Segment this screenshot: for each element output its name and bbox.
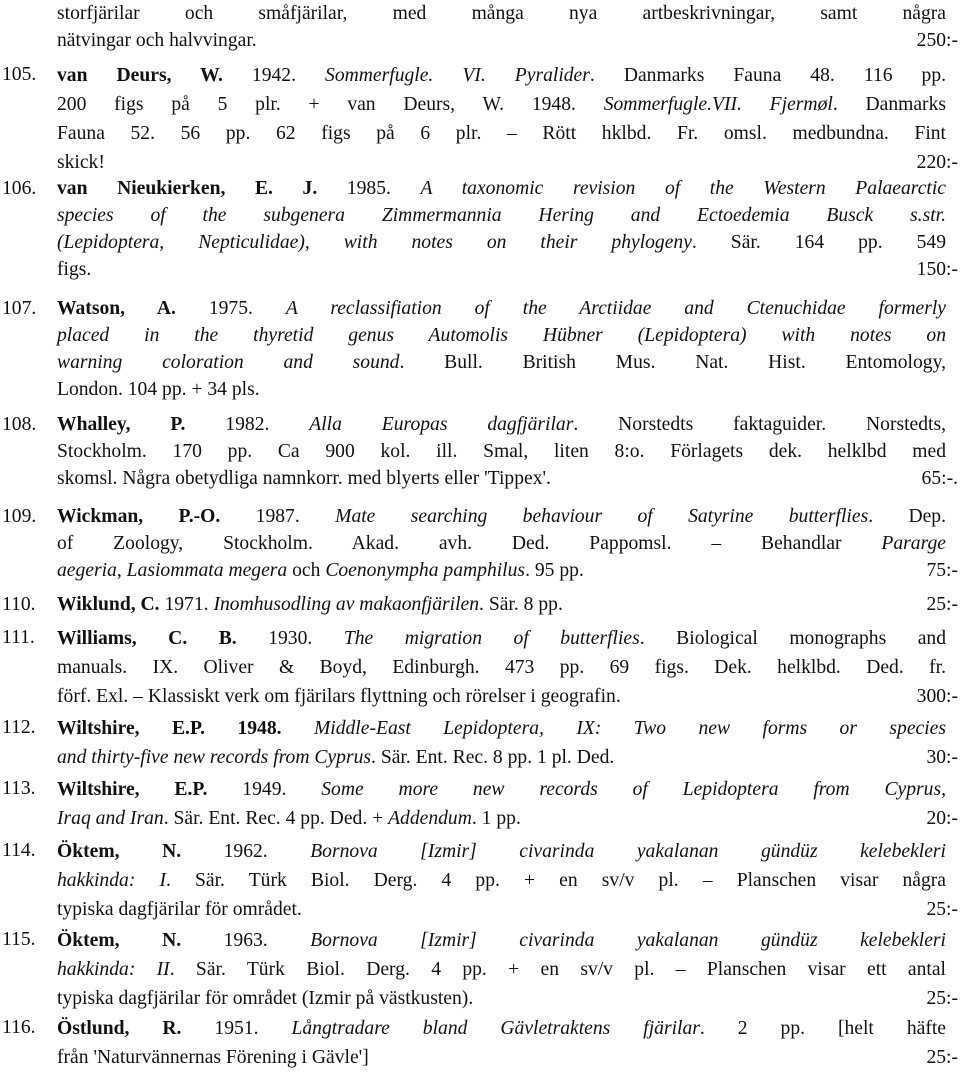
entry-text bbox=[57, 0, 946, 54]
title-text: Alla Europas dagfjärilar bbox=[309, 414, 574, 435]
detail-text: figs. bbox=[57, 259, 92, 280]
entry-line bbox=[57, 465, 946, 492]
year: 1963. bbox=[181, 930, 311, 951]
title-text: A taxonomic revision of the Western Palaearctic bbox=[420, 178, 946, 199]
title-text: Bornova [Izmir] civarinda yakalanan gündüz kelebekleri bbox=[310, 930, 947, 951]
author-name: Öktem, N. bbox=[57, 930, 182, 951]
entry-line bbox=[57, 714, 946, 743]
entry-line bbox=[57, 229, 946, 256]
title-text: Bornova [Izmir] civarinda yakalanan gündüz kelebekleri bbox=[310, 841, 947, 862]
price: 20:- bbox=[926, 808, 958, 829]
entry-line bbox=[57, 926, 946, 955]
entry-text bbox=[57, 175, 946, 283]
title-text: Coenonympha pamphilus bbox=[325, 560, 526, 581]
price: 300:- bbox=[916, 686, 958, 707]
detail-text: . Sär. Ent. Rec. 8 pp. 1 pl. Ded. bbox=[371, 747, 615, 768]
entry-number: 109. bbox=[2, 506, 37, 527]
entry-line bbox=[57, 202, 946, 229]
entry-line bbox=[57, 557, 946, 584]
title-text: Mate searching behaviour of Satyrine butterflies bbox=[335, 506, 869, 527]
detail-text: . Sär. Türk Biol. Derg. 4 pp. + en sv/v pl. – Planschen visar ett antal bbox=[169, 959, 946, 980]
entry-line bbox=[57, 90, 946, 119]
detail-text: manuals. IX. Oliver & Boyd, Edinburgh. 473 pp. 69 figs. Dek. helklbd. Ded. fr. bbox=[57, 657, 946, 678]
price: 65:-. bbox=[921, 468, 958, 489]
author-name: Williams, C. B. bbox=[57, 628, 237, 649]
detail-text: . Norstedts faktaguider. Norstedts, bbox=[573, 414, 947, 435]
year: 1982. bbox=[185, 414, 310, 435]
entry-text bbox=[57, 295, 946, 403]
entry-line bbox=[57, 955, 946, 984]
year: 1971. bbox=[159, 594, 214, 615]
entry-line bbox=[57, 376, 946, 403]
entry-number: 108. bbox=[2, 414, 37, 435]
detail-text: of Zoology, Stockholm. Akad. avh. Ded. Pappomsl. – Behandlar bbox=[57, 533, 882, 554]
title-text: Långtradare bland Gävletraktens fjärilar bbox=[291, 1018, 700, 1039]
entry-line bbox=[57, 61, 946, 90]
author-name: Wiltshire, E.P. bbox=[57, 779, 208, 800]
title-text: hakkinda: II bbox=[57, 959, 170, 980]
author-year bbox=[57, 779, 321, 800]
title-text: Pararge bbox=[881, 533, 946, 554]
author-year bbox=[57, 628, 344, 649]
entry-number: 116. bbox=[2, 1017, 36, 1038]
author-name: van Nieukierken, E. J. bbox=[57, 178, 318, 199]
entry-line bbox=[57, 775, 946, 804]
year: 1942. bbox=[222, 65, 326, 86]
entry-line bbox=[57, 438, 946, 465]
title-text: (Lepidoptera, Nepticulidae), with notes on their phylogeny bbox=[57, 232, 692, 253]
entry-text bbox=[57, 411, 946, 492]
entry-line bbox=[57, 743, 946, 772]
entry-number: 105. bbox=[2, 64, 37, 85]
entry-line bbox=[57, 503, 946, 530]
year: 1949. bbox=[207, 779, 322, 800]
entry-line bbox=[57, 866, 946, 895]
title-text: Some more new records of Lepidoptera from Cyprus, bbox=[321, 779, 946, 800]
detail-text: . Bull. British Mus. Nat. Hist. Entomology, bbox=[399, 352, 946, 373]
entry-line bbox=[57, 148, 946, 177]
entry-number: 115. bbox=[2, 929, 36, 950]
catalog-entry bbox=[0, 837, 960, 924]
price: 25:- bbox=[926, 1047, 958, 1068]
catalog-entry bbox=[0, 1014, 960, 1072]
author-name: Watson, A. bbox=[57, 298, 176, 319]
year: 1930. bbox=[236, 628, 344, 649]
title-text: A reclassifiation of the Arctiidae and Ctenuchidae formerly bbox=[285, 298, 947, 319]
title-text: aegeria, Lasiommata megera bbox=[57, 560, 288, 581]
entry-line bbox=[57, 295, 946, 322]
year: 1975. bbox=[175, 298, 286, 319]
price: 25:- bbox=[926, 899, 958, 920]
detail-text: 200 figs på 5 plr. + van Deurs, W. 1948. bbox=[57, 94, 604, 115]
entry-line bbox=[57, 624, 946, 653]
title-text: Iraq and Iran bbox=[57, 808, 164, 829]
detail-text: från 'Naturvännernas Förening i Gävle'] bbox=[57, 1047, 369, 1068]
author-name: Öktem, N. bbox=[57, 841, 182, 862]
entry-line bbox=[57, 27, 946, 54]
author-year bbox=[57, 594, 213, 615]
year: 1962. bbox=[181, 841, 311, 862]
catalog-entry bbox=[0, 775, 960, 833]
entry-line bbox=[57, 322, 946, 349]
title-text: Addendum bbox=[388, 808, 472, 829]
price: 30:- bbox=[926, 747, 958, 768]
title-text: Middle-East Lepidoptera, IX: Two new forms or species bbox=[313, 718, 946, 739]
author-name: Whalley, P. bbox=[57, 414, 186, 435]
detail-text: . Sär. Ent. Rec. 4 pp. Ded. + bbox=[163, 808, 389, 829]
detail-text: . Biological monographs and bbox=[639, 628, 946, 649]
entry-line bbox=[57, 349, 946, 376]
author-year bbox=[57, 178, 421, 199]
year: 1987. bbox=[220, 506, 336, 527]
entry-number: 107. bbox=[2, 298, 37, 319]
entry-number: 111. bbox=[2, 627, 35, 648]
entry-text bbox=[57, 1014, 946, 1072]
detail-text: Stockholm. 170 pp. Ca 900 kol. ill. Smal, liten 8:o. Förlagets dek. helklbd med bbox=[57, 441, 946, 462]
entry-line bbox=[57, 175, 946, 202]
title-text: Sommerfugle.VII. Fjermøl bbox=[603, 94, 833, 115]
catalog-entry bbox=[0, 0, 960, 54]
author-name: van Deurs, W. bbox=[57, 65, 223, 86]
detail-text: . Sär. 164 pp. 549 bbox=[691, 232, 946, 253]
title-text: placed in the thyretid genus Automolis Hübner (Lepidoptera) with notes on bbox=[57, 325, 946, 346]
price: 220:- bbox=[916, 152, 958, 173]
title-text: Sommerfugle. VI. Pyralider bbox=[325, 65, 590, 86]
entry-text bbox=[57, 775, 946, 833]
entry-line bbox=[57, 682, 946, 711]
detail-text: London. 104 pp. + 34 pls. bbox=[57, 379, 260, 400]
title-text: hakkinda: I bbox=[57, 870, 166, 891]
price: 150:- bbox=[916, 259, 958, 280]
catalog-entry bbox=[0, 503, 960, 584]
detail-text: . Danmarks bbox=[832, 94, 947, 115]
entry-line bbox=[57, 804, 946, 833]
title-text: and thirty-five new records from Cyprus bbox=[57, 747, 372, 768]
entry-line bbox=[57, 895, 946, 924]
catalog-entry bbox=[0, 175, 960, 283]
detail-text: . 2 pp. [helt häfte bbox=[699, 1018, 947, 1039]
detail-text: förf. Exl. – Klassiskt verk om fjärilars flyttning och rörelser i geografin. bbox=[57, 686, 621, 707]
detail-text: . 95 pp. bbox=[525, 560, 584, 581]
author-year bbox=[57, 930, 310, 951]
author-year bbox=[57, 65, 325, 86]
title-text: The migration of butterflies bbox=[343, 628, 640, 649]
entry-number: 114. bbox=[2, 840, 36, 861]
detail-text: och bbox=[287, 560, 326, 581]
detail-text: typiska dagfjärilar för området. bbox=[57, 899, 302, 920]
entry-text bbox=[57, 503, 946, 584]
detail-text: . Danmarks Fauna 48. 116 pp. bbox=[589, 65, 947, 86]
entry-line bbox=[57, 256, 946, 283]
detail-text: . Sär. 8 pp. bbox=[479, 594, 563, 615]
entry-text bbox=[57, 714, 946, 772]
author-year bbox=[57, 506, 335, 527]
detail-text: . 1 pp. bbox=[471, 808, 521, 829]
catalog-entry bbox=[0, 295, 960, 403]
detail-text: typiska dagfjärilar för området (Izmir på västkusten). bbox=[57, 988, 474, 1009]
entry-number: 112. bbox=[2, 717, 36, 738]
entry-text bbox=[57, 591, 946, 618]
entry-text bbox=[57, 926, 946, 1013]
author-year bbox=[57, 414, 309, 435]
author-name: Wickman, P.-O. bbox=[57, 506, 221, 527]
entry-line bbox=[57, 837, 946, 866]
entry-line bbox=[57, 411, 946, 438]
catalog-entry bbox=[0, 61, 960, 177]
detail-text: skomsl. Några obetydliga namnkorr. med blyerts eller 'Tippex'. bbox=[57, 468, 551, 489]
entry-line bbox=[57, 0, 946, 27]
price: 250:- bbox=[916, 30, 958, 51]
entry-line bbox=[57, 984, 946, 1013]
catalog-entry bbox=[0, 591, 960, 618]
author-year bbox=[57, 1018, 291, 1039]
catalog-entry bbox=[0, 624, 960, 711]
entry-line bbox=[57, 119, 946, 148]
author-name: Wiklund, C. bbox=[57, 594, 160, 615]
price: 25:- bbox=[926, 988, 958, 1009]
entry-line bbox=[57, 1014, 946, 1043]
catalog-entry bbox=[0, 714, 960, 772]
title-text: warning coloration and sound bbox=[57, 352, 400, 373]
entry-line bbox=[57, 591, 946, 618]
catalog-entry bbox=[0, 411, 960, 492]
detail-text: skick! bbox=[57, 152, 105, 173]
entry-text bbox=[57, 624, 946, 711]
author-year bbox=[57, 298, 286, 319]
author-year: Wiltshire, E.P. 1948. bbox=[57, 718, 314, 739]
title-text: Inomhusodling av makaonfjärilen bbox=[213, 594, 480, 615]
author-name: Östlund, R. bbox=[57, 1018, 182, 1039]
price: 75:- bbox=[926, 560, 958, 581]
price: 25:- bbox=[926, 594, 958, 615]
detail-text: . Dep. bbox=[868, 506, 947, 527]
author-name: Wiltshire, E.P. bbox=[57, 718, 206, 739]
entry-line bbox=[57, 653, 946, 682]
detail-text: nätvingar och halvvingar. bbox=[57, 30, 257, 51]
year: 1985. bbox=[317, 178, 421, 199]
entry-number: 113. bbox=[2, 778, 36, 799]
detail-text: storfjärilar och småfjärilar, med många nya artbeskrivningar, samt några bbox=[57, 3, 946, 24]
entry-text bbox=[57, 837, 946, 924]
entry-number: 106. bbox=[2, 178, 37, 199]
catalog-entry bbox=[0, 926, 960, 1013]
entry-line bbox=[57, 530, 946, 557]
entry-text bbox=[57, 61, 946, 177]
title-text: species of the subgenera Zimmermannia Hering and Ectoedemia Busck s.str. bbox=[57, 205, 946, 226]
entry-number: 110. bbox=[2, 594, 36, 615]
detail-text: Fauna 52. 56 pp. 62 figs på 6 plr. – Rött hklbd. Fr. omsl. medbundna. Fint bbox=[57, 123, 946, 144]
year: 1951. bbox=[181, 1018, 292, 1039]
detail-text: . Sär. Türk Biol. Derg. 4 pp. + en sv/v pl. – Planschen visar några bbox=[165, 870, 946, 891]
author-year bbox=[57, 841, 310, 862]
